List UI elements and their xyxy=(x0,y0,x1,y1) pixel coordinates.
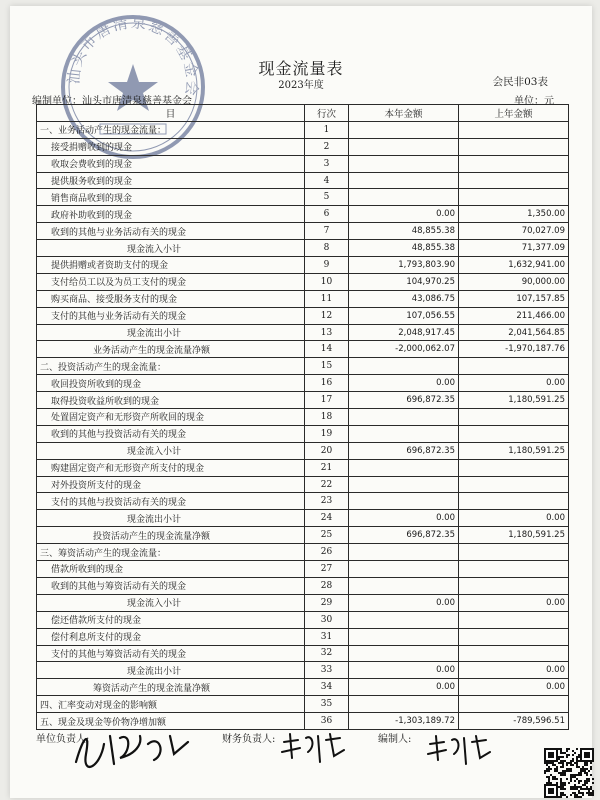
table-row xyxy=(37,290,569,307)
unit-label: 单位：元 xyxy=(514,96,554,107)
table-row xyxy=(37,189,569,206)
table-row xyxy=(37,577,569,594)
row-item-label: 处置固定资产和无形资产所收回的现金 xyxy=(37,409,305,426)
svg-text:汕头市唐清泉慈善基金会: 汕头市唐清泉慈善基金会 xyxy=(64,13,202,99)
row-item-label: 现金流出小计 xyxy=(37,662,305,679)
table-row xyxy=(37,223,569,240)
table-row xyxy=(37,696,569,713)
previous-amount: 0.00 xyxy=(459,679,569,696)
row-number: 14 xyxy=(305,341,349,358)
table-header-row xyxy=(37,105,569,122)
current-amount xyxy=(349,628,459,645)
previous-amount xyxy=(459,172,569,189)
row-number: 19 xyxy=(305,425,349,442)
row-item-label: 提供服务收到的现金 xyxy=(37,172,305,189)
form-number: 会民非03表 xyxy=(492,76,548,88)
row-number: 13 xyxy=(305,324,349,341)
row-item-label: 政府补助收到的现金 xyxy=(37,206,305,223)
previous-amount xyxy=(459,409,569,426)
row-item-label: 销售商品收到的现金 xyxy=(37,189,305,206)
table-row xyxy=(37,409,569,426)
row-item-label: 取得投资收益所收到的现金 xyxy=(37,392,305,409)
table-row xyxy=(37,324,569,341)
row-number: 11 xyxy=(305,290,349,307)
unit-head-label: 单位负责人: xyxy=(36,734,90,745)
row-number: 5 xyxy=(305,189,349,206)
previous-amount xyxy=(459,459,569,476)
table-body xyxy=(37,121,569,729)
current-amount: 696,872.35 xyxy=(349,527,459,544)
current-amount: 48,855.38 xyxy=(349,223,459,240)
table-row xyxy=(37,527,569,544)
row-item-label: 购建固定资产和无形资产所支付的现金 xyxy=(37,459,305,476)
previous-amount xyxy=(459,696,569,713)
col-header-current: 本年金额 xyxy=(349,105,459,122)
row-number: 7 xyxy=(305,223,349,240)
previous-amount: 107,157.85 xyxy=(459,290,569,307)
table-row xyxy=(37,459,569,476)
table-row xyxy=(37,561,569,578)
previous-amount: 0.00 xyxy=(459,510,569,527)
current-amount xyxy=(349,172,459,189)
current-amount: 696,872.35 xyxy=(349,442,459,459)
row-item-label: 四、汇率变动对现金的影响额 xyxy=(37,696,305,713)
table-row xyxy=(37,493,569,510)
row-number: 3 xyxy=(305,155,349,172)
previous-amount xyxy=(459,425,569,442)
row-number: 25 xyxy=(305,527,349,544)
previous-amount: 1,632,941.00 xyxy=(459,257,569,274)
row-number: 35 xyxy=(305,696,349,713)
current-amount xyxy=(349,459,459,476)
current-amount: 1,793,803.90 xyxy=(349,257,459,274)
row-number: 17 xyxy=(305,392,349,409)
current-amount: 696,872.35 xyxy=(349,392,459,409)
row-item-label: 现金流出小计 xyxy=(37,510,305,527)
previous-amount xyxy=(459,493,569,510)
previous-amount xyxy=(459,611,569,628)
current-amount xyxy=(349,425,459,442)
row-number: 32 xyxy=(305,645,349,662)
table-row xyxy=(37,544,569,561)
current-amount: 0.00 xyxy=(349,679,459,696)
current-amount xyxy=(349,611,459,628)
previous-amount xyxy=(459,155,569,172)
row-item-label: 收到的其他与筹资活动有关的现金 xyxy=(37,577,305,594)
previous-amount xyxy=(459,476,569,493)
row-number: 2 xyxy=(305,138,349,155)
previous-amount: 70,027.09 xyxy=(459,223,569,240)
row-number: 16 xyxy=(305,375,349,392)
row-number: 30 xyxy=(305,611,349,628)
previous-amount xyxy=(459,628,569,645)
row-number: 31 xyxy=(305,628,349,645)
row-item-label: 偿还借款所支付的现金 xyxy=(37,611,305,628)
row-item-label: 二、投资活动产生的现金流量： xyxy=(37,358,305,375)
table-row xyxy=(37,273,569,290)
current-amount xyxy=(349,493,459,510)
row-number: 9 xyxy=(305,257,349,274)
row-number: 10 xyxy=(305,273,349,290)
row-number: 21 xyxy=(305,459,349,476)
previous-amount xyxy=(459,138,569,155)
current-amount: 107,056.55 xyxy=(349,307,459,324)
current-amount: 2,048,917.45 xyxy=(349,324,459,341)
row-number: 23 xyxy=(305,493,349,510)
previous-amount: 0.00 xyxy=(459,375,569,392)
previous-amount: 2,041,564.85 xyxy=(459,324,569,341)
col-header-previous: 上年金额 xyxy=(459,105,569,122)
qr-code xyxy=(544,748,594,798)
current-amount: 104,970.25 xyxy=(349,273,459,290)
table-row xyxy=(37,121,569,138)
current-amount: 0.00 xyxy=(349,510,459,527)
current-amount xyxy=(349,155,459,172)
previous-amount: 211,466.00 xyxy=(459,307,569,324)
row-number: 18 xyxy=(305,409,349,426)
table-row xyxy=(37,375,569,392)
previous-amount: 0.00 xyxy=(459,594,569,611)
table-row xyxy=(37,172,569,189)
previous-amount xyxy=(459,121,569,138)
current-amount xyxy=(349,645,459,662)
row-number: 22 xyxy=(305,476,349,493)
row-number: 24 xyxy=(305,510,349,527)
previous-amount xyxy=(459,577,569,594)
row-number: 33 xyxy=(305,662,349,679)
table-row xyxy=(37,679,569,696)
table-row xyxy=(37,425,569,442)
previous-amount: 0.00 xyxy=(459,662,569,679)
row-item-label: 现金流出小计 xyxy=(37,324,305,341)
row-number: 27 xyxy=(305,561,349,578)
table-row xyxy=(37,240,569,257)
row-number: 15 xyxy=(305,358,349,375)
preparer-signature xyxy=(424,730,494,770)
previous-amount: 1,180,591.25 xyxy=(459,527,569,544)
row-item-label: 支付的其他与筹资活动有关的现金 xyxy=(37,645,305,662)
current-amount xyxy=(349,544,459,561)
previous-amount: 1,180,591.25 xyxy=(459,442,569,459)
current-amount xyxy=(349,138,459,155)
row-item-label: 筹资活动产生的现金流量净额 xyxy=(37,679,305,696)
table-row xyxy=(37,594,569,611)
table-row xyxy=(37,358,569,375)
table-row xyxy=(37,611,569,628)
org-label: 编制单位：汕头市唐清泉慈善基金会 xyxy=(32,96,192,107)
row-number: 28 xyxy=(305,577,349,594)
row-item-label: 收取会费收到的现金 xyxy=(37,155,305,172)
current-amount xyxy=(349,561,459,578)
row-number: 4 xyxy=(305,172,349,189)
previous-amount xyxy=(459,645,569,662)
table-row xyxy=(37,138,569,155)
current-amount: -1,303,189.72 xyxy=(349,713,459,730)
table-row xyxy=(37,645,569,662)
row-item-label: 支付给员工以及为员工支付的现金 xyxy=(37,273,305,290)
table-row xyxy=(37,206,569,223)
previous-amount: 1,180,591.25 xyxy=(459,392,569,409)
previous-amount xyxy=(459,561,569,578)
row-item-label: 三、筹资活动产生的现金流量： xyxy=(37,544,305,561)
current-amount: 0.00 xyxy=(349,375,459,392)
col-header-item: 目 xyxy=(37,105,305,122)
row-number: 29 xyxy=(305,594,349,611)
current-amount: 0.00 xyxy=(349,206,459,223)
previous-amount xyxy=(459,189,569,206)
row-number: 36 xyxy=(305,713,349,730)
table-row xyxy=(37,628,569,645)
current-amount xyxy=(349,476,459,493)
current-amount: 0.00 xyxy=(349,662,459,679)
row-item-label: 现金流入小计 xyxy=(37,594,305,611)
finance-head-label: 财务负责人: xyxy=(222,734,276,745)
current-amount xyxy=(349,577,459,594)
row-item-label: 借款所收到的现金 xyxy=(37,561,305,578)
row-number: 20 xyxy=(305,442,349,459)
document-page xyxy=(10,6,592,798)
row-item-label: 接受捐赠收到的现金 xyxy=(37,138,305,155)
previous-amount: 71,377.09 xyxy=(459,240,569,257)
table-row xyxy=(37,307,569,324)
previous-amount: 90,000.00 xyxy=(459,273,569,290)
row-item-label: 提供捐赠或者资助支付的现金 xyxy=(37,257,305,274)
table-row xyxy=(37,662,569,679)
current-amount xyxy=(349,358,459,375)
table-row xyxy=(37,442,569,459)
col-header-row-no: 行次 xyxy=(305,105,349,122)
row-number: 26 xyxy=(305,544,349,561)
row-item-label: 收回投资所收到的现金 xyxy=(37,375,305,392)
current-amount xyxy=(349,189,459,206)
row-item-label: 收到的其他与投资活动有关的现金 xyxy=(37,425,305,442)
current-amount: -2,000,062.07 xyxy=(349,341,459,358)
row-item-label: 业务活动产生的现金流量净额 xyxy=(37,341,305,358)
previous-amount: -789,596.51 xyxy=(459,713,569,730)
previous-amount xyxy=(459,358,569,375)
row-number: 34 xyxy=(305,679,349,696)
unit-head-signature xyxy=(70,724,200,774)
table-row xyxy=(37,510,569,527)
finance-head-signature xyxy=(278,728,348,768)
row-item-label: 支付的其他与投资活动有关的现金 xyxy=(37,493,305,510)
table-row xyxy=(37,476,569,493)
table-row xyxy=(37,257,569,274)
row-item-label: 对外投资所支付的现金 xyxy=(37,476,305,493)
row-number: 1 xyxy=(305,121,349,138)
row-number: 6 xyxy=(305,206,349,223)
table-row xyxy=(37,155,569,172)
row-item-label: 投资活动产生的现金流量净额 xyxy=(37,527,305,544)
current-amount xyxy=(349,409,459,426)
row-number: 12 xyxy=(305,307,349,324)
table-row xyxy=(37,392,569,409)
current-amount xyxy=(349,121,459,138)
row-item-label: 支付的其他与业务活动有关的现金 xyxy=(37,307,305,324)
row-item-label: 现金流入小计 xyxy=(37,442,305,459)
row-item-label: 现金流入小计 xyxy=(37,240,305,257)
row-number: 8 xyxy=(305,240,349,257)
row-item-label: 偿付利息所支付的现金 xyxy=(37,628,305,645)
row-item-label: 五、现金及现金等价物净增加额 xyxy=(37,713,305,730)
current-amount: 0.00 xyxy=(349,594,459,611)
previous-amount: 1,350.00 xyxy=(459,206,569,223)
current-amount: 48,855.38 xyxy=(349,240,459,257)
table-row xyxy=(37,341,569,358)
report-title: 现金流量表 xyxy=(258,59,344,78)
row-item-label: 收到的其他与业务活动有关的现金 xyxy=(37,223,305,240)
previous-amount xyxy=(459,544,569,561)
current-amount: 43,086.75 xyxy=(349,290,459,307)
previous-amount: -1,970,187.76 xyxy=(459,341,569,358)
cash-flow-table xyxy=(36,104,569,730)
row-item-label: 一、业务活动产生的现金流量： xyxy=(37,121,305,138)
current-amount xyxy=(349,696,459,713)
row-item-label: 购买商品、接受服务支付的现金 xyxy=(37,290,305,307)
preparer-label: 编制人: xyxy=(378,734,412,745)
report-year: 2023年度 xyxy=(278,80,324,91)
